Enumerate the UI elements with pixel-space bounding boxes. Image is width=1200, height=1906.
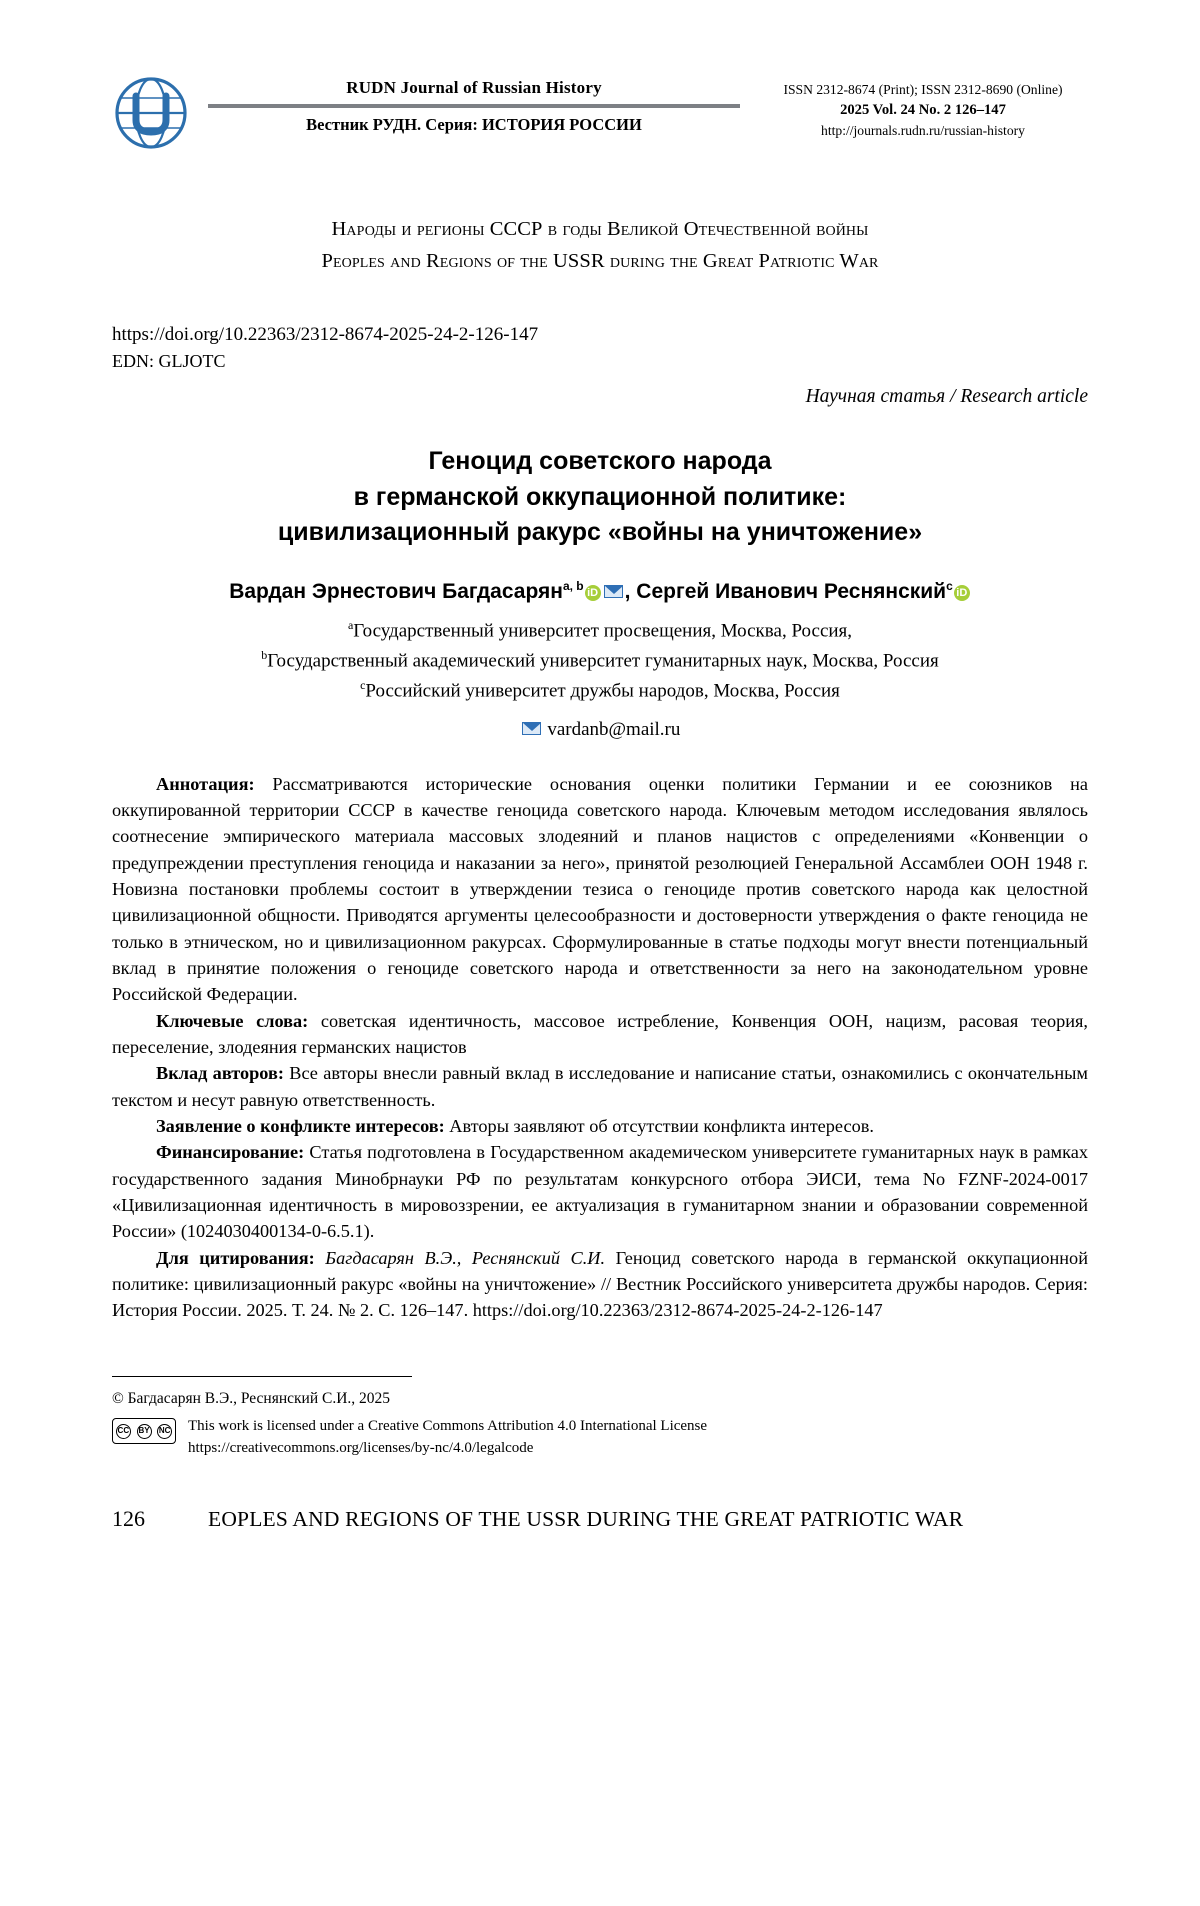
author-name-1: Вардан Эрнестович Багдасарян <box>229 579 563 603</box>
keywords-label: Ключевые слова: <box>156 1010 309 1031</box>
funding-paragraph <box>112 1139 1088 1244</box>
masthead-issue-info <box>758 72 1088 141</box>
email-icon <box>522 722 541 735</box>
funding-label: Финансирование: <box>156 1142 305 1163</box>
section-heading-ru: Народы и регионы СССР в годы Великой Отечественной войны <box>331 218 869 240</box>
masthead-titles <box>208 72 740 135</box>
citation-authors: Багдасарян В.Э., Реснянский С.И. <box>314 1247 606 1268</box>
masthead-divider <box>208 104 740 108</box>
cc-nc-cell <box>154 1419 175 1443</box>
copyright-line: © Багдасарян В.Э., Реснянский С.И., 2025 <box>112 1390 391 1408</box>
orcid-icon[interactable]: iD <box>585 585 601 601</box>
section-heading-en: Peoples and Regions of the USSR during the Great Patriotic War <box>321 249 879 272</box>
journal-url[interactable]: http://journals.rudn.ru/russian-history <box>821 122 1025 138</box>
author-1-affil-marker: a, b <box>562 578 584 593</box>
article-title <box>112 444 1088 551</box>
cc-nc-circle-icon: NC <box>157 1424 172 1439</box>
contribution-text: Все авторы внесли равный вклад в исследование и написание статьи, ознакомились с окончательным текстом и несут равную ответственность. <box>112 1063 1088 1110</box>
article-type-label: Научная статья / Research article <box>805 386 1088 408</box>
keywords-text: советская идентичность, массовое истребление, Конвенция ООН, нацизм, расовая теория, переселение, злодеяния германских нацистов <box>112 1010 1088 1057</box>
page-footer <box>112 1506 1088 1532</box>
author-separator: , <box>624 579 637 603</box>
abstract-paragraph <box>112 771 1088 1008</box>
abstract-label: Аннотация: <box>156 773 255 794</box>
license-line-2[interactable]: https://creativecommons.org/licenses/by-nc/4.0/legalcode <box>188 1440 534 1457</box>
abstract-text: Рассматриваются исторические основания оценки политики Германии и ее союзников на оккупированной территории СССР в качестве геноцида советского народа. Ключевым методом исследования являлось соотнесение эмпирического материала массовых злодеяний и планов нацистов с определениями «Конвенции о предупреждении преступления геноцида и наказании за него», принятой резолюцией Генеральной Ассамблеи ООН 1948 г. Новизна постановки проблемы состоит в утверждении тезиса о геноциде против советского народа как целостной цивилизационной общности. Приводятся аргументы целесообразности и достоверности утверждения о факте геноцида не только в этническом, но и цивилизационном ракурсах. Сформулированные в статье подходы могут внести потенциальный вклад в принятие положения о геноциде советского народа и ответственности за него на законодательном уровне Российской Федерации. <box>112 773 1088 1005</box>
conflict-paragraph <box>112 1113 1088 1139</box>
masthead <box>112 60 1088 152</box>
creative-commons-icon[interactable] <box>112 1418 176 1444</box>
affiliation-marker: c <box>360 678 366 693</box>
affiliations <box>112 616 1088 707</box>
footer-note <box>112 1387 1088 1460</box>
license-line-1: This work is licensed under a Creative Commons Attribution 4.0 International License <box>188 1418 708 1435</box>
corresponding-email-line <box>112 719 1088 741</box>
affiliation-text: Государственный университет просвещения, Москва, Россия, <box>353 620 853 642</box>
identifiers-block <box>112 322 1088 375</box>
cc-by-cell <box>134 1419 155 1443</box>
citation-label: Для цитирования: <box>156 1247 315 1268</box>
journal-title-ru: Вестник РУДН. Серия: ИСТОРИЯ РОССИИ <box>306 115 642 134</box>
contribution-paragraph <box>112 1060 1088 1113</box>
contribution-label: Вклад авторов: <box>156 1063 284 1084</box>
affiliation-text: Государственный академический университет гуманитарных наук, Москва, Россия <box>267 650 939 672</box>
conflict-text: Авторы заявляют об отсутствии конфликта интересов. <box>444 1116 874 1137</box>
journal-logo-icon <box>112 74 190 152</box>
affiliation-item <box>112 676 1088 706</box>
author-name-2: Сергей Иванович Реснянский <box>636 579 947 603</box>
email-icon[interactable] <box>604 585 623 598</box>
orcid-icon[interactable]: iD <box>954 585 970 601</box>
citation-paragraph <box>112 1245 1088 1324</box>
author-2-affil-marker: c <box>946 578 953 593</box>
article-title-line-3: цивилизационный ракурс «войны на уничтожение» <box>277 518 923 547</box>
affiliation-item <box>112 616 1088 646</box>
section-heading <box>112 214 1088 278</box>
affiliation-marker: b <box>261 648 268 663</box>
author-list <box>112 577 1088 606</box>
affiliation-marker: a <box>347 617 354 632</box>
conflict-label: Заявление о конфликте интересов: <box>156 1116 445 1137</box>
article-title-line-2: в германской оккупационной политике: <box>353 482 847 511</box>
cc-by-circle-icon: BY <box>137 1424 152 1439</box>
volume-line: 2025 Vol. 24 No. 2 126–147 <box>840 101 1006 118</box>
issn-line: ISSN 2312-8674 (Print); ISSN 2312-8690 (Online) <box>783 82 1063 97</box>
abstract-block <box>112 771 1088 1324</box>
license-text <box>188 1416 707 1460</box>
edn-code: EDN: GLJOTC <box>112 350 226 371</box>
footnote-divider <box>112 1376 412 1377</box>
doi-link[interactable]: https://doi.org/10.22363/2312-8674-2025-24-2-126-147 <box>112 323 539 345</box>
affiliation-item <box>112 646 1088 676</box>
article-title-line-1: Геноцид советского народа <box>428 447 772 476</box>
license-row <box>112 1416 1088 1460</box>
affiliation-text: Российский университет дружбы народов, Москва, Россия <box>365 680 840 702</box>
citation-text: Геноцид советского народа в германской оккупационной политике: цивилизационный ракурс «войны на уничтожение» // Вестник Российского университета дружбы народов. Серия: История России. 2025. Т. 24. № 2. С. 126–147. https://doi.org/10.22363/2312-8674-2025-24-2-126-147 <box>112 1247 1088 1321</box>
cc-mark-cell <box>113 1419 134 1443</box>
running-title: EOPLES AND REGIONS OF THE USSR DURING THE GREAT PATRIOTIC WAR <box>208 1506 964 1531</box>
keywords-paragraph <box>112 1008 1088 1061</box>
corresponding-email[interactable]: vardanb@mail.ru <box>547 718 681 740</box>
page-number: 126 <box>112 1505 145 1531</box>
funding-text: Статья подготовлена в Государственном академическом университете гуманитарных наук в рамках государственного задания Минобрнауки РФ по результатам конкурсного отбора ЭИСИ, тема No FZNF-2024-0017 «Цивилизационная идентичность в мировоззрении, ее актуализация в гуманитарном знании и образовании современной России» (1024030400134-0-6.5.1). <box>112 1142 1088 1242</box>
cc-circle-icon: CC <box>116 1424 131 1439</box>
journal-title-en: RUDN Journal of Russian History <box>346 78 602 97</box>
